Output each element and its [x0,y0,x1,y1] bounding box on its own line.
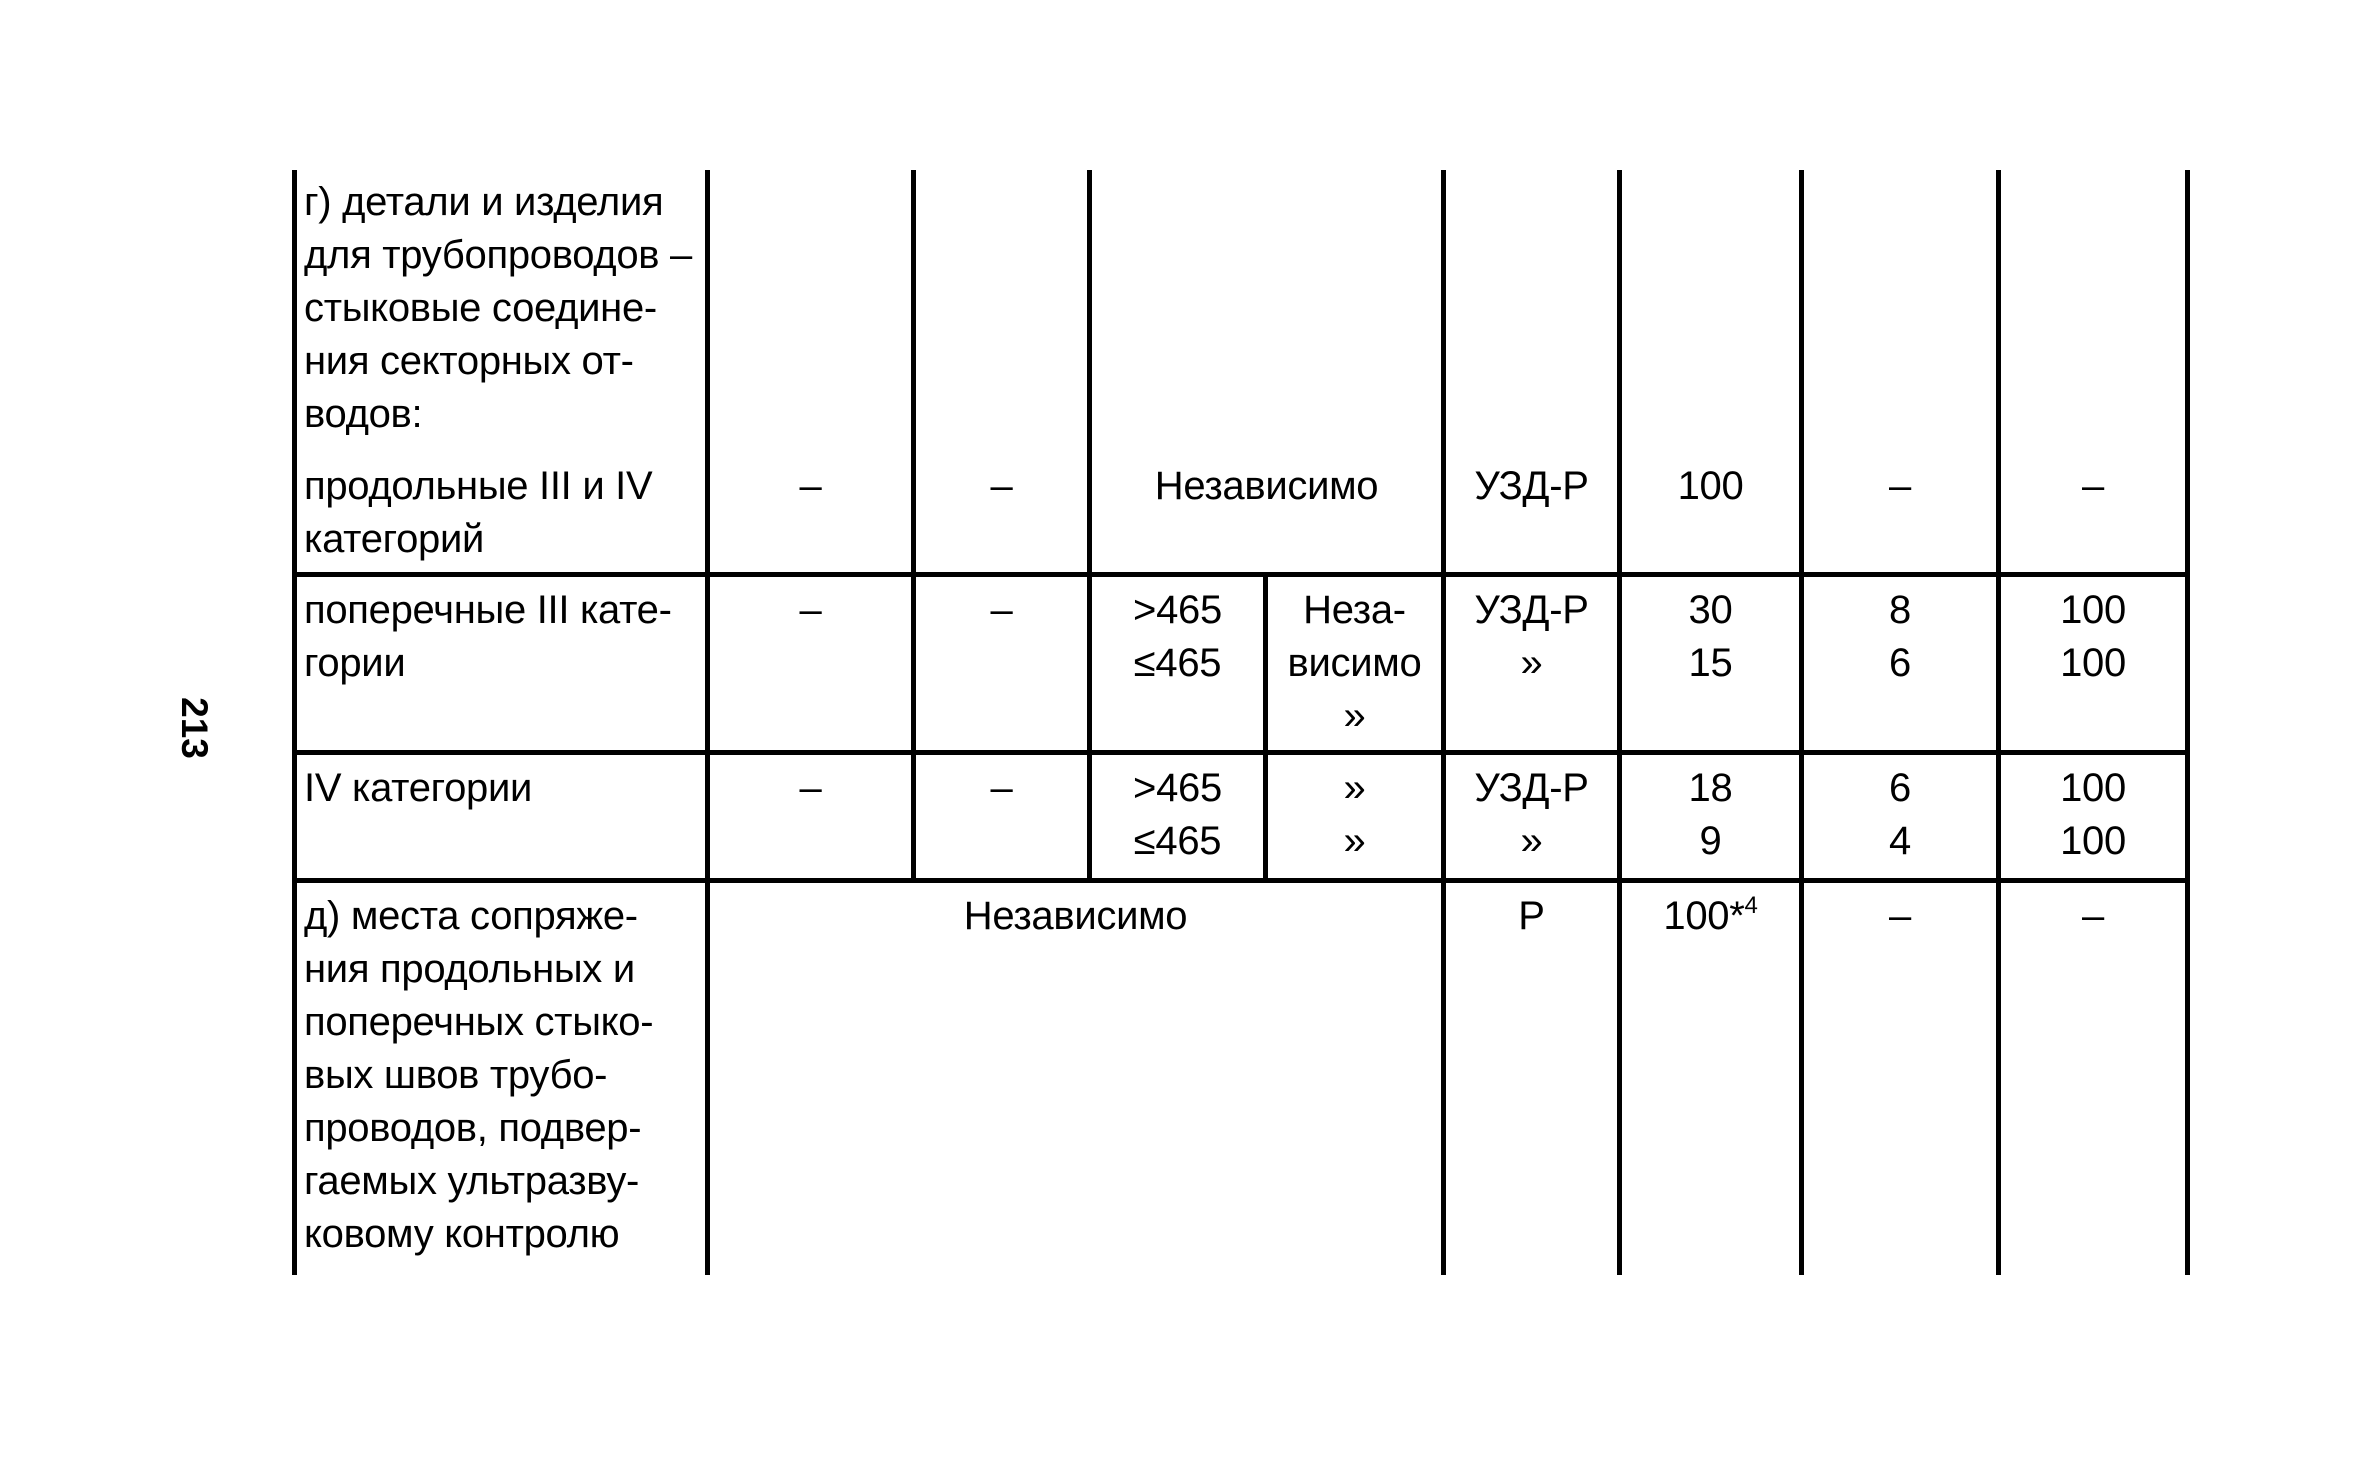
row-cat4-description: IV категории [304,766,533,810]
row-g-col2: – [799,464,822,508]
row-g-volume: 100 [1677,464,1744,508]
row-cat4-volume: 18 9 [1688,766,1733,863]
row-cat4-thickness: » » [1343,766,1366,863]
row-cat4-col3: – [990,766,1013,810]
row-g-description: продольные III и IV категорий [304,464,653,561]
inspection-table [292,170,2190,1275]
page-number: 213 [174,697,215,759]
row-cross3-col2: – [799,588,822,632]
row-cross3-col9: 100 100 [2060,588,2126,685]
column-divider-8 [1996,170,2001,1275]
row-cat4-col2: – [799,766,822,810]
row-divider-2 [292,750,2190,755]
row-d-volume-footnote: 4 [1744,892,1758,919]
row-d-volume [1622,890,1799,943]
row-g-method: УЗД-Р [1474,464,1589,508]
row-cat4-col8: 6 4 [1889,766,1911,863]
row-divider-1 [292,572,2190,577]
row-cross3-description: поперечные III кате- гории [304,588,672,685]
row-cross3-method: УЗД-Р » [1474,588,1589,685]
row-d-merged: Независимо [963,894,1188,938]
row-g-thickness: Независимо [1154,464,1379,508]
row-g-col9: – [2082,464,2104,508]
column-divider-6 [1617,170,1622,1275]
column-divider-5 [1441,170,1446,1275]
row-d-col9: – [2082,894,2104,938]
row-d-volume-value: 100* [1663,894,1745,938]
row-cross3-diameter: >465 ≤465 [1133,588,1222,685]
row-cross3-col8: 8 6 [1889,588,1911,685]
row-cat4-diameter: >465 ≤465 [1133,766,1222,863]
row-cat4-method: УЗД-Р » [1474,766,1589,863]
column-divider-7 [1799,170,1804,1275]
row-g-intro: г) детали и изделия для трубопроводов – стыковые соедине- ния секторных от- водов: [304,180,692,436]
row-g-col3: – [990,464,1013,508]
row-d-description: д) места сопряже- ния продольных и поперечных стыко- вых швов трубо- проводов, подвер- гаемых ультразву- ковому контролю [304,894,654,1256]
row-cross3-thickness: Неза- висимо » [1287,588,1422,738]
row-divider-3 [292,878,2190,883]
table-border-left [292,170,297,1275]
column-divider-1 [705,170,710,1275]
row-g-col8: – [1889,464,1911,508]
row-cross3-volume: 30 15 [1688,588,1733,685]
table-border-right [2185,170,2190,1275]
row-cross3-col3: – [990,588,1013,632]
row-d-method: Р [1518,894,1545,938]
row-cat4-col9: 100 100 [2060,766,2126,863]
row-d-col8: – [1889,894,1911,938]
